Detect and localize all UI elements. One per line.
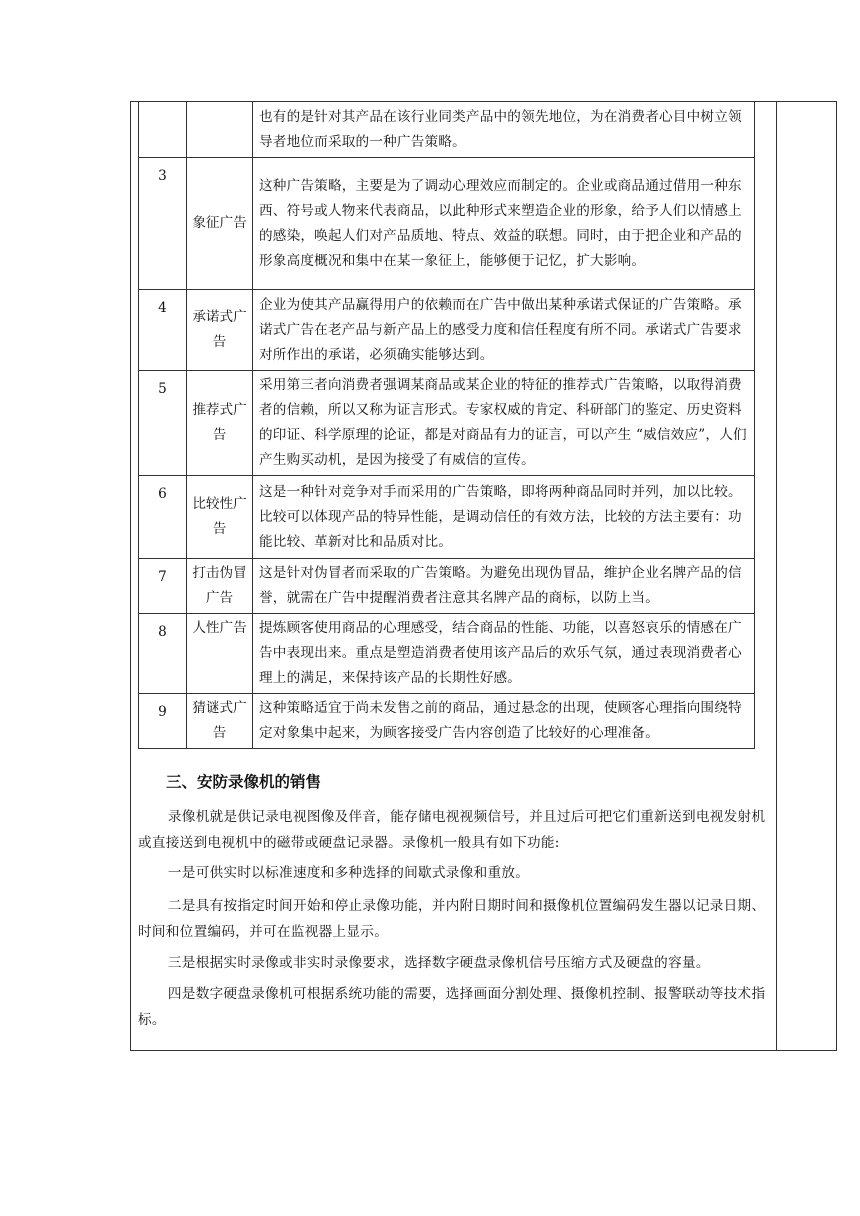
table-row	[139, 102, 755, 158]
strategy-description: 提炼顾客使用商品的心理感受，结合商品的性能、功能，以喜怒哀乐的情感在广告中表现出来。重点是塑造消费者使用该产品后的欢乐气氛，通过表现消费者心理上的满足，来保持该产品的长期性好感。	[253, 614, 755, 694]
strategy-name: 推荐式广告	[187, 371, 253, 476]
strategy-name: 人性广告	[187, 614, 253, 694]
row-number: 9	[139, 694, 187, 749]
frame-divider	[776, 101, 777, 1051]
strategy-description: 采用第三者向消费者强调某商品或某企业的特征的推荐式广告策略，以取得消费者的信赖，所以又称为证言形式。专家权威的肯定、科研部门的鉴定、历史资料的印证、科学原理的论证，都是对商品有力的证言，可以产生 “威信效应”，人们产生购买动机，是因为接受了有威信的宣传。	[253, 371, 755, 476]
row-number: 3	[139, 158, 187, 290]
table-row	[139, 371, 755, 476]
paragraph-function-2: 二是具有按指定时间开始和停止录像功能，并内附日期时间和摄像机位置编码发生器以记录日期、时间和位置编码，并可在监视器上显示。	[138, 898, 766, 940]
strategy-name: 猜谜式广告	[187, 694, 253, 749]
row-number: 5	[139, 371, 187, 476]
table-row	[139, 614, 755, 694]
table-row	[139, 158, 755, 290]
section-heading: 三、安防录像机的销售	[166, 773, 322, 791]
table-row	[139, 694, 755, 749]
table-row	[139, 559, 755, 614]
strategy-name	[187, 102, 253, 158]
strategy-description: 也有的是针对其产品在该行业同类产品中的领先地位，为在消费者心目中树立领导者地位而采取的一种广告策略。	[253, 102, 755, 158]
table-row	[139, 476, 755, 559]
row-number: 7	[139, 559, 187, 614]
paragraph-function-1: 一是可供实时以标准速度和多种选择的间歇式录像和重放。	[167, 865, 530, 881]
paragraph-function-4: 四是数字硬盘录像机可根据系统功能的需要，选择画面分割处理、摄像机控制、报警联动等技术指标。	[138, 986, 766, 1028]
table-row	[139, 290, 755, 371]
strategy-description: 这是一种针对竞争对手而采用的广告策略，即将两种商品同时并列，加以比较。比较可以体现产品的特异性能，是调动信任的有效方法，比较的方法主要有：功能比较、革新对比和品质对比。	[253, 476, 755, 559]
strategy-name: 象征广告	[187, 158, 253, 290]
strategy-name: 打击伪冒广告	[187, 559, 253, 614]
paragraph-function-3: 三是根据实时录像或非实时录像要求，选择数字硬盘录像机信号压缩方式及硬盘的容量。	[167, 955, 710, 971]
strategy-description: 这种策略适宜于尚未发售之前的商品，通过悬念的出现，使顾客心理指向围绕特定对象集中起来，为顾客接受广告内容创造了比较好的心理准备。	[253, 694, 755, 749]
row-number: 6	[139, 476, 187, 559]
row-number: 4	[139, 290, 187, 371]
strategy-description: 企业为使其产品赢得用户的依赖而在广告中做出某种承诺式保证的广告策略。承诺式广告在老产品与新产品上的感受力度和信任程度有所不同。承诺式广告要求对所作出的承诺，必须确实能够达到。	[253, 290, 755, 371]
strategy-name: 承诺式广告	[187, 290, 253, 371]
strategy-description: 这种广告策略，主要是为了调动心理效应而制定的。企业或商品通过借用一种东西、符号或人物来代表商品，以此种形式来塑造企业的形象，给予人们以情感上的感染，唤起人们对产品质地、特点、效益的联想。同时，由于把企业和产品的形象高度概况和集中在某一象征上，能够便于记忆，扩大影响。	[253, 158, 755, 290]
ad-strategy-table	[138, 101, 755, 749]
row-number	[139, 102, 187, 158]
strategy-name: 比较性广告	[187, 476, 253, 559]
strategy-description: 这是针对伪冒者而采取的广告策略。为避免出现伪冒品，维护企业名牌产品的信誉，就需在广告中提醒消费者注意其名牌产品的商标，以防上当。	[253, 559, 755, 614]
row-number: 8	[139, 614, 187, 694]
paragraph-intro: 录像机就是供记录电视图像及伴音，能存储电视视频信号，并且过后可把它们重新送到电视发射机或直接送到电视机中的磁带或硬盘记录器。录像机一般具有如下功能:	[138, 809, 766, 851]
